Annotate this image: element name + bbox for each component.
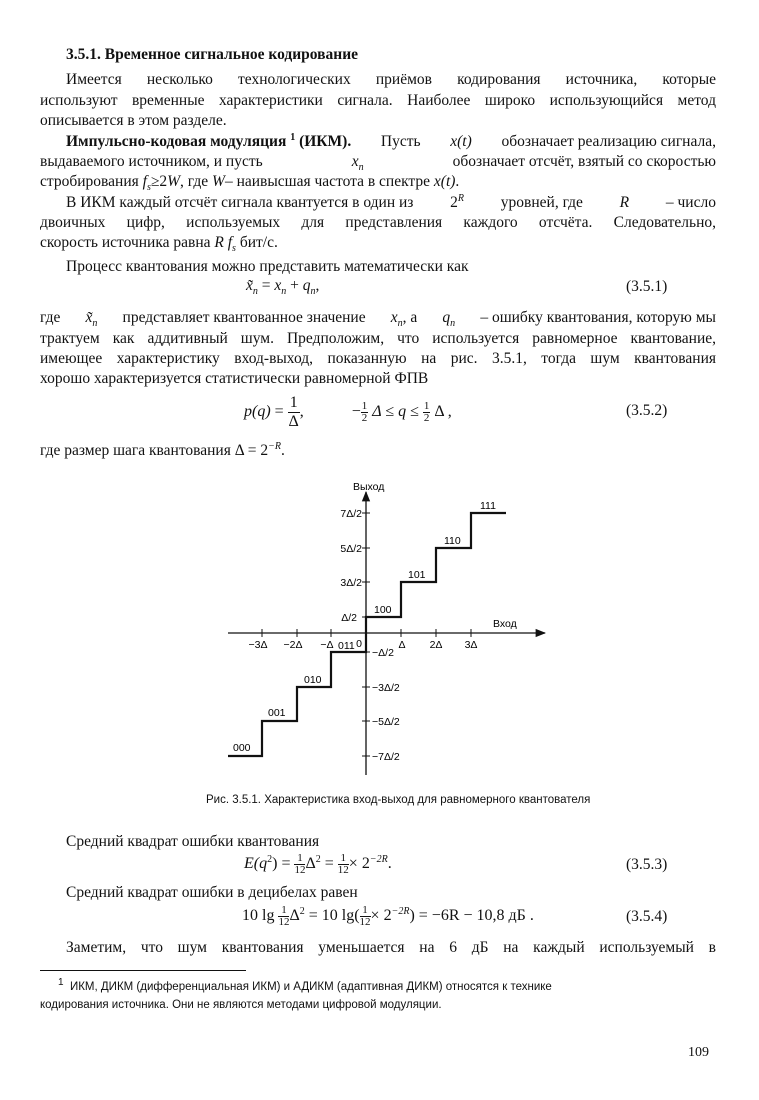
eq2-half1-den: 2 xyxy=(361,412,368,424)
pcm-line-3b: , где xyxy=(180,173,209,190)
intro-line-1: Имеется несколько технологических приёмов кодирования источника, которые xyxy=(66,71,716,88)
eq1-x: x xyxy=(274,277,282,294)
x-tick-neg-3: −3Δ xyxy=(248,639,268,651)
w1-x: x xyxy=(390,309,398,326)
eq1-x-sub: n xyxy=(281,286,287,298)
eq2-den: Δ xyxy=(288,413,299,430)
pcm-xt: x(t) xyxy=(450,133,472,150)
eq3-frac-2 xyxy=(338,853,349,876)
w1-where: где xyxy=(40,309,61,326)
eq4-f2-den: 12 xyxy=(359,916,371,928)
section-title: 3.5.1. Временное сигнальное кодирование xyxy=(66,46,359,63)
eq-number-3-5-3: (3.5.3) xyxy=(626,856,668,873)
x-tick-neg-2: −2Δ xyxy=(283,639,303,651)
footnote-line-1 xyxy=(58,977,716,995)
step-end: . xyxy=(280,442,285,459)
code-001: 001 xyxy=(268,707,286,719)
mse-lead-2: Средний квадрат ошибки в децибелах равен xyxy=(66,884,358,901)
eq4-d: × 2 xyxy=(370,907,392,925)
w1-q: q xyxy=(442,309,451,326)
eq3-f1-num: 1 xyxy=(294,853,305,865)
pcm-term: Импульсно-кодовая модуляция xyxy=(66,133,287,150)
pcm-line-3a: стробирования xyxy=(40,173,139,190)
eq3-delta-sq: 2 xyxy=(315,853,321,865)
footnote-ref: 1 xyxy=(290,131,296,143)
x-tick-neg-1: −Δ xyxy=(320,639,334,651)
pcm-line-2a: выдаваемого источником, и пусть xyxy=(40,153,263,170)
eq4-delta-sq: 2 xyxy=(299,905,305,917)
q-line-3a: скорость источника равна xyxy=(40,234,211,251)
code-100: 100 xyxy=(374,604,392,616)
step-eq: Δ = 2 xyxy=(234,442,269,459)
xt-symbol: x(t) xyxy=(433,173,456,190)
equation-3-5-3 xyxy=(244,853,392,876)
eq2-num: 1 xyxy=(289,394,298,411)
eq2-half1-num: 1 xyxy=(361,400,368,412)
eq3-end: . xyxy=(387,855,392,873)
x-tick-3: 3Δ xyxy=(464,639,478,651)
eq3-f1-den: 12 xyxy=(294,864,306,876)
where-line-4: хорошо характеризуется статистически равномерной ФПВ xyxy=(40,370,429,387)
code-labels xyxy=(233,500,496,754)
two: 2 xyxy=(450,194,458,211)
pcm-line-3d: . xyxy=(455,173,460,190)
x-ticks xyxy=(249,629,478,651)
x-axis-label: Вход xyxy=(493,618,517,630)
eq4-e: ) = −6R − 10,8 дБ . xyxy=(409,907,534,925)
rate-f-sub: s xyxy=(232,243,236,255)
eq3-sq: 2 xyxy=(267,853,273,865)
y-tick-neg-7-2: −7Δ/2 xyxy=(372,751,400,763)
eq3-rhs: × 2 xyxy=(348,855,370,873)
eq4-a: 10 lg xyxy=(242,907,275,925)
w1-q-sub: n xyxy=(450,318,456,330)
footnote-text-1-wrap xyxy=(58,977,552,995)
rate-f: f xyxy=(227,234,233,251)
figure-caption: Рис. 3.5.1. Характеристика вход-выход для равномерного квантователя xyxy=(206,794,591,806)
step-text: где размер шага квантования xyxy=(40,442,231,459)
w1-text-b: представляет квантованное значение xyxy=(122,309,366,326)
eq4-f1-num: 1 xyxy=(278,905,289,917)
xn-sub: n xyxy=(358,162,364,174)
eq4-f2-num: 1 xyxy=(360,905,371,917)
origin-label: 0 xyxy=(356,638,362,650)
eq4-delta: Δ xyxy=(289,907,300,925)
intro-line-3: описывается в этом разделе. xyxy=(40,112,227,129)
y-tick-3-2: 3Δ/2 xyxy=(340,577,362,589)
q-line-2: двоичных цифр, используемых для представления каждого отсчёта. Следовательно, xyxy=(40,214,716,231)
footnote-mark: 1 xyxy=(58,977,64,989)
eq-number-3-5-1: (3.5.1) xyxy=(626,278,668,295)
equation-3-5-4 xyxy=(242,905,534,928)
eq2-minus: − xyxy=(351,403,361,421)
eq1-q-sub: n xyxy=(310,286,316,298)
eq4-f1-den: 12 xyxy=(278,916,290,928)
eq4-exp: −2R xyxy=(391,905,410,917)
eq2-equals: = xyxy=(274,403,284,421)
fs-sub: s xyxy=(146,182,151,194)
y-tick-neg-5-2: −5Δ/2 xyxy=(372,716,400,728)
footnote-text-1: ИКМ, ДИКМ (дифференциальная ИКМ) и АДИКМ (адаптивная ДИКМ) относятся к технике xyxy=(69,981,552,993)
x-tick-1: Δ xyxy=(398,639,406,651)
eq3-f2-den: 12 xyxy=(337,864,349,876)
eq2-cond: Δ ≤ q ≤ xyxy=(372,403,419,421)
footnote-line-2: кодирования источника. Они не являются методами цифровой модуляции. xyxy=(40,999,442,1011)
y-axis-label: Выход xyxy=(353,481,385,493)
fs-symbol: f xyxy=(142,173,147,190)
eq3-exp: −2R xyxy=(369,853,388,865)
eq4-frac-1 xyxy=(278,905,289,928)
q-line-3b: бит/с. xyxy=(239,234,278,251)
where-line-2: трактуем как аддитивный шум. Предположим, что используется равномерное квантование, xyxy=(40,330,716,347)
footnote-rule xyxy=(40,970,246,971)
y-tick-1-2: Δ/2 xyxy=(341,612,357,624)
y-tick-neg-3-2: −3Δ/2 xyxy=(372,682,400,694)
eq1-plus: + xyxy=(290,277,299,294)
w1-xtilde: x̃ xyxy=(85,309,93,326)
r-symbol: R xyxy=(619,194,630,211)
eq1-comma: , xyxy=(315,277,320,294)
rate-r: R xyxy=(214,234,224,251)
pcm-after-xt: обозначает реализацию сигнала, xyxy=(501,133,716,150)
code-010: 010 xyxy=(304,674,322,686)
eq3-lhs: E(q xyxy=(244,855,268,873)
y-tick-5-2: 5Δ/2 xyxy=(340,543,362,555)
w1-xtilde-sub: n xyxy=(92,318,98,330)
w1-text-d: – ошибку квантования, которую мы xyxy=(480,309,716,326)
eq2-end: Δ , xyxy=(434,403,452,421)
code-000: 000 xyxy=(233,742,251,754)
y-tick-neg-1-2: −Δ/2 xyxy=(372,647,394,659)
eq2-comma: , xyxy=(299,403,304,421)
q-line-1c: – число xyxy=(665,194,716,211)
eq3-close: ) = xyxy=(272,855,291,873)
code-011: 011 xyxy=(338,640,355,652)
code-111: 111 xyxy=(480,500,496,512)
code-101: 101 xyxy=(408,569,426,581)
q-line-1b: уровней, где xyxy=(500,194,583,211)
ge-sign: ≥2 xyxy=(150,173,168,190)
mse-lead-1: Средний квадрат ошибки квантования xyxy=(66,833,320,850)
q-line-1a: В ИКМ каждый отсчёт сигнала квантуется в один из xyxy=(66,194,414,211)
y-ticks-negative xyxy=(362,647,400,763)
y-tick-7-2: 7Δ/2 xyxy=(340,508,362,520)
eq1-sub: n xyxy=(252,286,258,298)
x-tick-2: 2Δ xyxy=(429,639,443,651)
eq1-equals: = xyxy=(261,277,271,294)
pcm-line-2b: обозначает отсчёт, взятый со скоростью xyxy=(452,153,716,170)
r-exp: R xyxy=(457,192,465,204)
eq1-q: q xyxy=(302,277,311,294)
pcm-rest-1: Пусть xyxy=(380,133,421,150)
intro-line-2: используют временные характеристики сигнала. Наиболее широко использующийся метод xyxy=(40,92,716,109)
eq3-delta: Δ xyxy=(305,855,316,873)
page-number: 109 xyxy=(688,1045,709,1060)
where-line-3: имеющее характеристику вход-выход, показанную на рис. 3.5.1, тогда шум квантования xyxy=(40,350,716,367)
eq3-frac-1 xyxy=(294,853,305,876)
pcm-abbr: (ИКМ). xyxy=(299,133,352,150)
eq1-xtilde: x̃ xyxy=(246,277,253,294)
pcm-line-3c: – наивысшая частота в спектре xyxy=(224,173,431,190)
eq2-half2-num: 1 xyxy=(423,400,430,412)
step-exp: −R xyxy=(268,440,281,452)
eq3-equals: = xyxy=(324,855,334,873)
eq2-half2-den: 2 xyxy=(423,412,430,424)
eq4-frac-2 xyxy=(360,905,371,928)
quant-lead: Процесс квантования можно представить математически как xyxy=(66,258,469,275)
eq-number-3-5-2: (3.5.2) xyxy=(626,402,668,419)
w1-x-sub: n xyxy=(397,318,403,330)
w1-text-c: , а xyxy=(402,309,418,326)
code-110: 110 xyxy=(444,535,461,547)
eq4-c: = 10 lg( xyxy=(308,907,360,925)
final-line: Заметим, что шум квантования уменьшается на 6 дБ на каждый используемый в xyxy=(66,939,716,956)
xn-symbol: x xyxy=(351,153,359,170)
eq2-p: p(q) xyxy=(244,403,271,421)
eq3-f2-num: 1 xyxy=(338,853,349,865)
w-symbol-2: W xyxy=(212,173,225,190)
w-symbol: W xyxy=(167,173,181,190)
quantizer-staircase xyxy=(228,513,506,756)
eq-number-3-5-4: (3.5.4) xyxy=(626,908,668,925)
